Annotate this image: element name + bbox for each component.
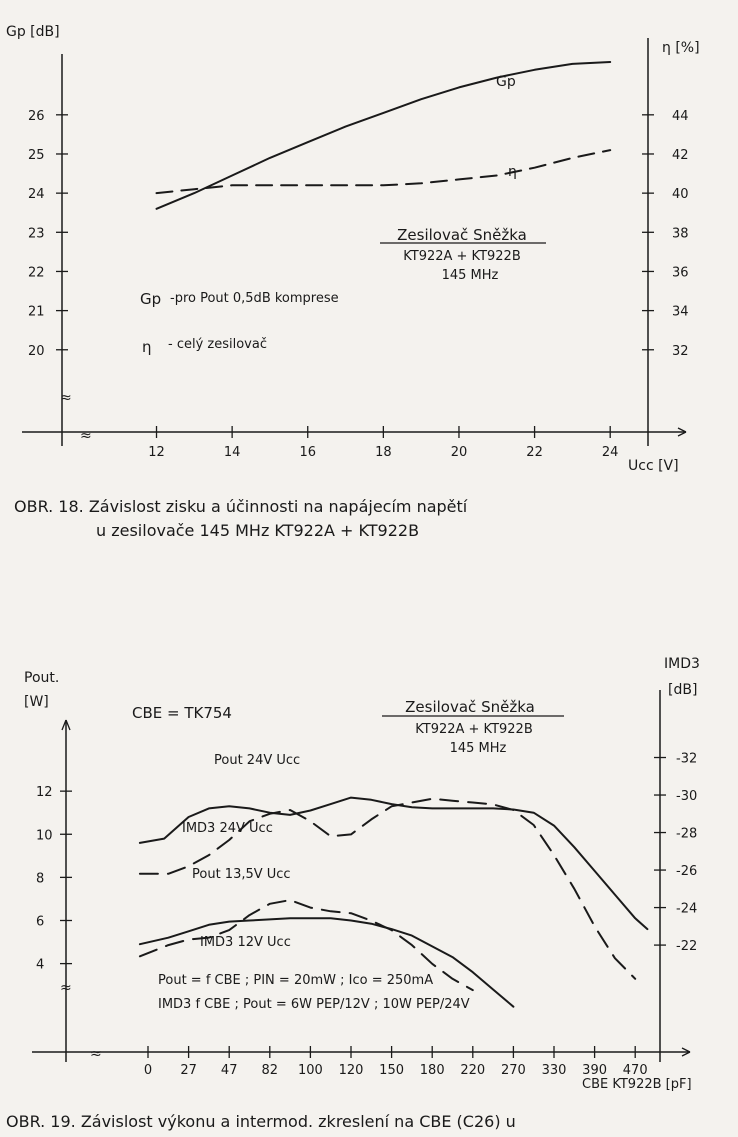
chart-2-left-tick-label: 4 bbox=[36, 957, 45, 973]
chart-2-right-tick-label: -28 bbox=[676, 826, 698, 842]
chart-2-x-tick-label: 220 bbox=[460, 1063, 486, 1078]
chart-2-cond-line1: Pout = f CBE ; PIN = 20mW ; Ico = 250mA bbox=[158, 973, 434, 988]
chart-1-caption-line1: OBR. 18. Závislost zisku a účinnosti na napájecím napětí bbox=[14, 497, 468, 516]
chart-1-right-tick-label: 32 bbox=[672, 343, 689, 359]
chart-2-x-tick-label: 120 bbox=[338, 1063, 364, 1078]
chart-2-x-tick-label: 47 bbox=[220, 1063, 238, 1078]
chart-1-left-tick-label: 26 bbox=[28, 108, 45, 124]
chart-2-y2-axis-label-1: IMD3 bbox=[664, 656, 700, 672]
chart-2-curve-label-1: Pout 24V Ucc bbox=[214, 753, 301, 768]
chart-2-caption-line1: OBR. 19. Závislost výkonu a intermod. zkreslení na CBE (C26) u bbox=[6, 1112, 516, 1131]
chart-2-y-break: ≈ bbox=[60, 980, 72, 996]
chart-2-left-tick-label: 8 bbox=[36, 871, 45, 887]
chart-2-curve-label-4: IMD3 12V Ucc bbox=[200, 935, 291, 950]
chart-1-right-tick-label: 40 bbox=[672, 187, 689, 203]
chart-1-note2-sym: η bbox=[142, 338, 152, 356]
chart-2-x-axis-label: CBE KT922B [pF] bbox=[582, 1077, 692, 1092]
chart-1-x-tick-label: 18 bbox=[375, 445, 392, 460]
chart-1-x-tick-label: 12 bbox=[148, 445, 165, 460]
chart-2-x-tick-label: 390 bbox=[582, 1063, 608, 1078]
chart-1-axes bbox=[22, 38, 686, 446]
chart-1-series bbox=[157, 62, 611, 209]
chart-2-right-tick-label: -30 bbox=[676, 789, 698, 805]
chart-2-x-break: ≈ bbox=[90, 1046, 102, 1062]
chart-2-x-tick-label: 82 bbox=[261, 1063, 279, 1078]
chart-2-left-tick-label: 6 bbox=[36, 914, 45, 930]
chart-2-left-tick-label: 10 bbox=[36, 828, 53, 844]
chart-1-x-tick-label: 16 bbox=[299, 445, 317, 460]
chart-2-right-tick-label: -24 bbox=[676, 901, 698, 917]
chart-2-left-tick-label: 12 bbox=[36, 785, 53, 801]
chart-2-right-tick-label: -26 bbox=[676, 864, 698, 880]
chart-2-y-axis-label-2: [W] bbox=[24, 694, 49, 710]
chart-1-y-break: ≈ bbox=[60, 390, 72, 406]
chart-1-x-tick-label: 24 bbox=[601, 445, 619, 460]
chart-2-box-sub2: 145 MHz bbox=[449, 741, 507, 756]
chart-2-x-tick-label: 330 bbox=[541, 1063, 567, 1078]
chart-1-x-axis-label: Ucc [V] bbox=[628, 458, 679, 474]
chart-2-x-ticks bbox=[144, 1046, 648, 1078]
chart-1-label-gp: Gp bbox=[496, 74, 516, 90]
chart-1-note1-sym: Gp bbox=[140, 290, 162, 308]
chart-2-y2-axis-label-2: [dB] bbox=[668, 682, 698, 698]
chart-2-series-line-0 bbox=[140, 798, 648, 930]
chart-2-x-tick-label: 27 bbox=[180, 1063, 197, 1078]
chart-1-box-sub1: KT922A + KT922B bbox=[403, 249, 521, 264]
chart-1-label-eta: η bbox=[508, 164, 517, 180]
chart-1-note1-text: -pro Pout 0,5dB komprese bbox=[170, 291, 339, 306]
chart-1-left-tick-label: 22 bbox=[28, 265, 45, 281]
chart-2-x-tick-label: 270 bbox=[500, 1063, 526, 1078]
chart-2-curve-label-3: Pout 13,5V Ucc bbox=[192, 867, 291, 882]
chart-1-series-line-0 bbox=[157, 62, 611, 209]
chart-2-cond-line2: IMD3 f CBE ; Pout = 6W PEP/12V ; 10W PEP/24V bbox=[158, 997, 470, 1012]
chart-1-note2-text: - celý zesilovač bbox=[168, 337, 267, 352]
chart-1-series-line-1 bbox=[157, 150, 611, 193]
chart-2-box-sub1: KT922A + KT922B bbox=[415, 722, 533, 737]
chart-2-x-tick-label: 470 bbox=[622, 1063, 648, 1078]
chart-1-right-tick-label: 36 bbox=[672, 265, 689, 281]
chart-2-right-tick-label: -32 bbox=[676, 751, 698, 767]
chart-1-right-tick-label: 42 bbox=[672, 147, 689, 163]
chart-1-left-tick-label: 23 bbox=[28, 226, 45, 242]
chart-2-x-tick-label: 180 bbox=[419, 1063, 445, 1078]
chart-1-right-tick-label: 34 bbox=[672, 304, 689, 320]
chart-2-y-axis-label-1: Pout. bbox=[24, 670, 60, 686]
chart-1-left-tick-label: 24 bbox=[28, 187, 45, 203]
chart-1-left-tick-label: 20 bbox=[28, 343, 45, 359]
chart-1 bbox=[6, 24, 700, 540]
chart-1-right-tick-label: 44 bbox=[672, 108, 689, 124]
chart-1-x-tick-label: 22 bbox=[526, 445, 543, 460]
chart-1-x-break: ≈ bbox=[80, 428, 92, 444]
chart-1-x-ticks bbox=[148, 426, 618, 460]
chart-2-right-tick-label: -22 bbox=[676, 939, 698, 955]
chart-2-cbe-note: CBE = TK754 bbox=[132, 704, 232, 722]
chart-1-box-title: Zesilovač Sněžka bbox=[397, 226, 527, 244]
chart-1-box-sub2: 145 MHz bbox=[441, 268, 499, 283]
chart-2-series-line-2 bbox=[140, 918, 514, 1006]
chart-2-x-tick-label: 100 bbox=[297, 1063, 323, 1078]
chart-1-right-ticks bbox=[642, 109, 689, 359]
chart-1-y-axis-label: Gp [dB] bbox=[6, 24, 60, 40]
chart-1-x-tick-label: 20 bbox=[450, 445, 468, 460]
chart-1-x-tick-label: 14 bbox=[223, 445, 241, 460]
chart-1-y2-axis-label: η [%] bbox=[662, 40, 700, 56]
chart-1-left-tick-label: 21 bbox=[28, 304, 45, 320]
chart-2-box-title: Zesilovač Sněžka bbox=[405, 698, 535, 716]
chart-1-left-tick-label: 25 bbox=[28, 147, 45, 163]
chart-2-x-tick-label: 150 bbox=[379, 1063, 405, 1078]
chart-1-caption-line2: u zesilovače 145 MHz KT922A + KT922B bbox=[96, 521, 420, 540]
chart-2-x-tick-label: 0 bbox=[143, 1063, 153, 1078]
chart-2 bbox=[6, 656, 700, 1131]
chart-2-curve-label-2: IMD3 24V Ucc bbox=[182, 821, 273, 836]
chart-1-right-tick-label: 38 bbox=[672, 226, 689, 242]
